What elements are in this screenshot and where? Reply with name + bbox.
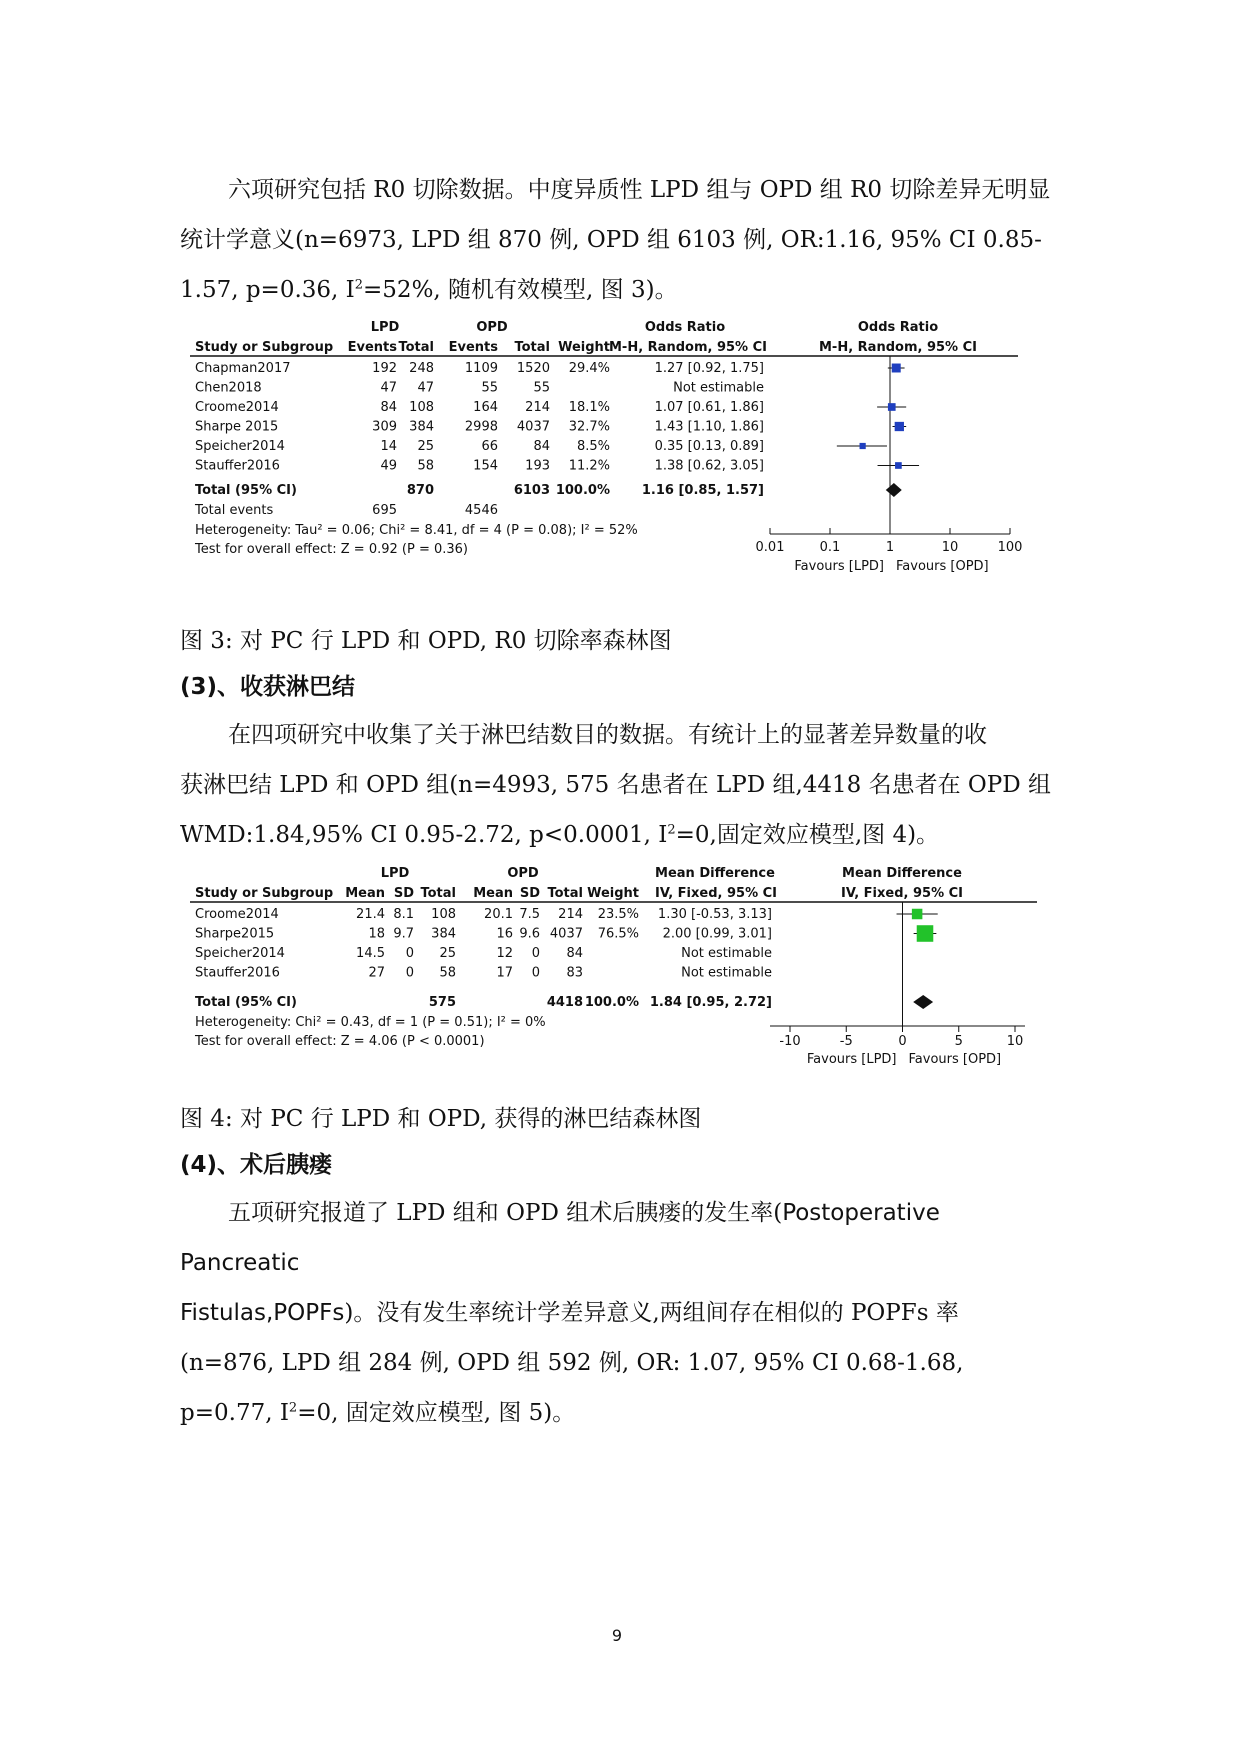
- total-weight: 100.0%: [555, 483, 610, 498]
- x-tick-label: 0.01: [755, 540, 785, 555]
- study-total-opd: 83: [566, 965, 583, 981]
- study-ci: Not estimable: [681, 946, 772, 961]
- superscript: 2: [288, 1400, 298, 1416]
- column-header: Mean: [345, 886, 385, 901]
- plot-subheader: IV, Fixed, 95% CI: [840, 886, 964, 901]
- study-ci: Not estimable: [681, 965, 772, 981]
- study-total-lpd: 58: [417, 458, 434, 474]
- study-total-opd: 4037: [549, 926, 583, 942]
- study-mean-opd: 17: [496, 965, 513, 981]
- study-total-lpd: 384: [431, 926, 456, 942]
- text: 1.57, p=0.36, I: [180, 277, 355, 303]
- study-marker: [895, 422, 904, 431]
- x-tick-label: 0: [898, 1034, 907, 1049]
- study-name: Stauffer2016: [195, 458, 280, 474]
- study-name: Croome2014: [195, 400, 279, 415]
- effect-header: Mean Difference: [655, 866, 775, 881]
- study-events-opd: 1109: [464, 361, 498, 376]
- study-name: Speicher2014: [195, 946, 285, 961]
- superscript: 2: [667, 822, 676, 838]
- column-header: Total: [398, 340, 434, 355]
- study-sd-opd: 0: [531, 946, 540, 961]
- total-label: Total (95% CI): [195, 483, 297, 498]
- heterogeneity-text: Heterogeneity: Chi² = 0.43, df = 1 (P = 0.51); I² = 0%: [195, 1015, 546, 1030]
- study-events-lpd: 14: [380, 439, 397, 454]
- column-header: Total: [420, 886, 456, 901]
- study-mean-lpd: 18: [368, 926, 385, 942]
- paragraph-r0-resection: [180, 165, 1060, 315]
- total-events-lpd: 695: [372, 503, 397, 518]
- column-header: Weight: [558, 340, 610, 355]
- plot-header: Mean Difference: [842, 866, 962, 881]
- study-total-lpd: 25: [417, 439, 434, 454]
- column-header: SD: [393, 886, 414, 901]
- study-total-lpd: 248: [409, 361, 434, 376]
- text: Fistulas,POPFs: [180, 1300, 345, 1326]
- x-tick-label: 1: [885, 540, 895, 555]
- study-sd-lpd: 0: [405, 946, 414, 961]
- effect-header: Odds Ratio: [644, 320, 726, 335]
- study-events-lpd: 84: [380, 400, 397, 415]
- study-weight: 23.5%: [597, 907, 639, 922]
- text: 六项研究包括 R0 切除数据。中度异质性 LPD 组与 OPD 组 R0 切除差异无明显: [228, 177, 1051, 203]
- study-weight: 76.5%: [597, 926, 639, 942]
- x-tick-label: 0.1: [819, 540, 841, 555]
- figure-4-caption: 图 4: 对 PC 行 LPD 和 OPD, 获得的淋巴结森林图: [180, 1106, 702, 1132]
- study-total-opd: 4037: [516, 419, 550, 435]
- figure-3-caption: 图 3: 对 PC 行 LPD 和 OPD, R0 切除率森林图: [180, 628, 672, 654]
- favours-right-label: Favours [OPD]: [908, 1052, 1002, 1067]
- column-header: SD: [519, 886, 540, 901]
- study-ci: 1.07 [0.61, 1.86]: [654, 400, 764, 415]
- group-header-opd: OPD: [476, 320, 508, 335]
- column-header: Study or Subgroup: [195, 886, 334, 901]
- study-events-lpd: 49: [380, 458, 397, 474]
- study-mean-opd: 12: [496, 946, 513, 961]
- total-ci: 1.84 [0.95, 2.72]: [649, 995, 772, 1010]
- study-ci: 0.35 [0.13, 0.89]: [654, 439, 764, 454]
- study-events-opd: 154: [473, 458, 498, 474]
- x-tick-label: 10: [1006, 1034, 1024, 1049]
- x-tick-label: 10: [941, 540, 959, 555]
- paragraph-line: 获淋巴结 LPD 和 OPD 组(n=4993, 575 名患者在 LPD 组,4418 名患者在 OPD 组: [180, 772, 1051, 798]
- study-total-lpd: 25: [439, 946, 456, 961]
- text: =0, 固定效应模型, 图 5)。: [297, 1400, 576, 1426]
- paragraph-line: [180, 810, 1060, 860]
- plot-subheader: M-H, Random, 95% CI: [819, 340, 977, 355]
- study-total-opd: 214: [558, 907, 583, 922]
- paragraph-line: [180, 165, 1060, 215]
- paragraph-line: (n=876, LPD 组 284 例, OPD 组 592 例, OR: 1.07, 95% CI 0.68-1.68,: [180, 1350, 964, 1376]
- study-marker: [860, 443, 866, 449]
- study-marker: [917, 925, 934, 942]
- study-sd-lpd: 9.7: [393, 926, 414, 942]
- total-opd: 6103: [513, 483, 550, 498]
- text: =0,固定效应模型,图 4)。: [675, 822, 940, 848]
- study-weight: 29.4%: [568, 361, 610, 376]
- study-total-lpd: 108: [409, 400, 434, 415]
- study-sd-opd: 0: [531, 965, 540, 981]
- column-header: Weight: [587, 886, 639, 901]
- paragraph-line: 统计学意义(n=6973, LPD 组 870 例, OPD 组 6103 例, OR:1.16, 95% CI 0.85-: [180, 227, 1042, 253]
- study-mean-lpd: 27: [368, 965, 385, 981]
- plot-header: Odds Ratio: [857, 320, 939, 335]
- text: )。没有发生率统计学差异意义,两组间存在相似的 POPFs 率: [344, 1300, 959, 1326]
- study-name: Stauffer2016: [195, 965, 280, 981]
- total-events-label: Total events: [195, 503, 274, 518]
- column-header: Study or Subgroup: [195, 340, 334, 355]
- paragraph-line: [180, 1388, 1060, 1438]
- study-ci: Not estimable: [673, 380, 764, 396]
- study-name: Chen2018: [195, 380, 262, 396]
- study-events-opd: 164: [473, 400, 498, 415]
- page-number: 9: [611, 1626, 623, 1645]
- study-events-lpd: 309: [372, 419, 397, 435]
- favours-left-label: Favours [LPD]: [794, 559, 884, 574]
- paragraph-line: [180, 710, 1060, 760]
- study-marker: [912, 909, 923, 920]
- paragraph-pancreatic-fistula: [180, 1188, 1060, 1438]
- study-total-opd: 1520: [516, 361, 550, 376]
- study-sd-opd: 9.6: [519, 926, 540, 942]
- text: WMD:1.84,95% CI 0.95-2.72, p<0.0001, I: [180, 822, 668, 848]
- text: 五项研究报道了 LPD 组和 OPD 组术后胰瘘的发生率(: [228, 1200, 783, 1226]
- x-tick-label: 100: [997, 540, 1023, 555]
- group-header-opd: OPD: [507, 866, 539, 881]
- study-total-opd: 214: [525, 400, 550, 415]
- study-sd-lpd: 0: [405, 965, 414, 981]
- column-header: Events: [347, 340, 397, 355]
- study-marker: [895, 462, 902, 469]
- total-lpd: 575: [428, 995, 456, 1010]
- study-events-opd: 2998: [464, 419, 498, 435]
- total-label: Total (95% CI): [195, 995, 297, 1010]
- study-weight: 11.2%: [568, 458, 610, 474]
- column-header: Events: [448, 340, 498, 355]
- study-marker: [892, 364, 901, 373]
- study-total-opd: 55: [533, 380, 550, 396]
- column-header: Total: [547, 886, 583, 901]
- study-events-opd: 66: [481, 439, 498, 454]
- study-events-lpd: 47: [380, 380, 397, 396]
- total-diamond: [913, 995, 933, 1009]
- study-weight: 32.7%: [568, 419, 610, 435]
- x-tick-label: 5: [954, 1034, 963, 1049]
- text: 在四项研究中收集了关于淋巴结数目的数据。有统计上的显著差异数量的收: [228, 722, 987, 748]
- study-name: Sharpe2015: [195, 926, 275, 942]
- text: p=0.77, I: [180, 1400, 289, 1426]
- study-marker: [888, 403, 896, 411]
- column-header: Mean: [473, 886, 513, 901]
- paragraph-lymph-nodes: [180, 710, 1060, 860]
- study-total-opd: 84: [566, 946, 583, 961]
- group-header-lpd: LPD: [380, 866, 410, 881]
- study-total-opd: 84: [533, 439, 550, 454]
- favours-right-label: Favours [OPD]: [896, 559, 989, 574]
- forest-plot-figure-3: [180, 316, 1050, 586]
- study-sd-lpd: 8.1: [393, 907, 414, 922]
- column-header: M-H, Random, 95% CI: [609, 340, 767, 355]
- study-mean-lpd: 14.5: [356, 946, 385, 961]
- study-ci: 1.30 [-0.53, 3.13]: [657, 907, 772, 922]
- study-ci: 1.38 [0.62, 3.05]: [654, 458, 764, 474]
- total-diamond: [886, 483, 902, 497]
- study-events-lpd: 192: [372, 361, 397, 376]
- total-lpd: 870: [406, 483, 434, 498]
- x-tick-label: -5: [839, 1034, 853, 1049]
- study-mean-opd: 20.1: [484, 907, 513, 922]
- study-ci: 2.00 [0.99, 3.01]: [662, 926, 772, 942]
- group-header-lpd: LPD: [370, 320, 400, 335]
- overall-effect-text: Test for overall effect: Z = 4.06 (P < 0.0001): [195, 1034, 485, 1049]
- paragraph-line: [180, 1288, 1060, 1338]
- total-weight: 100.0%: [584, 995, 639, 1010]
- study-events-opd: 55: [481, 380, 498, 396]
- forest-plot-figure-4: [180, 862, 1050, 1072]
- text: =52%, 随机有效模型, 图 3)。: [363, 277, 678, 303]
- column-header: Total: [514, 340, 550, 355]
- study-total-lpd: 108: [431, 907, 456, 922]
- study-weight: 8.5%: [576, 439, 610, 454]
- study-name: Croome2014: [195, 907, 279, 922]
- text: Postoperative Pancreatic: [180, 1200, 940, 1276]
- heterogeneity-text: Heterogeneity: Tau² = 0.06; Chi² = 8.41, df = 4 (P = 0.08); I² = 52%: [195, 523, 638, 538]
- total-events-opd: 4546: [464, 503, 498, 518]
- overall-effect-text: Test for overall effect: Z = 0.92 (P = 0.36): [195, 542, 468, 557]
- study-total-lpd: 58: [439, 965, 456, 981]
- study-ci: 1.43 [1.10, 1.86]: [654, 419, 764, 435]
- section-heading-lymph-nodes: (3)、收获淋巴结: [180, 674, 356, 700]
- study-weight: 18.1%: [568, 400, 610, 415]
- study-name: Speicher2014: [195, 439, 285, 454]
- favours-left-label: Favours [LPD]: [806, 1052, 897, 1067]
- study-name: Chapman2017: [195, 361, 291, 376]
- study-mean-lpd: 21.4: [356, 907, 385, 922]
- column-header: IV, Fixed, 95% CI: [654, 886, 778, 901]
- x-tick-label: -10: [779, 1034, 801, 1049]
- superscript: 2: [354, 277, 364, 293]
- study-total-lpd: 384: [409, 419, 434, 435]
- paragraph-line: [180, 1188, 1060, 1288]
- study-total-opd: 193: [525, 458, 550, 474]
- section-heading-pancreatic-fistula: (4)、术后胰瘘: [180, 1152, 333, 1178]
- study-sd-opd: 7.5: [519, 907, 540, 922]
- study-mean-opd: 16: [496, 926, 513, 942]
- total-ci: 1.16 [0.85, 1.57]: [641, 483, 764, 498]
- study-ci: 1.27 [0.92, 1.75]: [654, 361, 764, 376]
- study-total-lpd: 47: [417, 380, 434, 396]
- total-opd: 4418: [546, 995, 583, 1010]
- study-name: Sharpe 2015: [195, 419, 279, 435]
- paragraph-line: [180, 265, 1060, 315]
